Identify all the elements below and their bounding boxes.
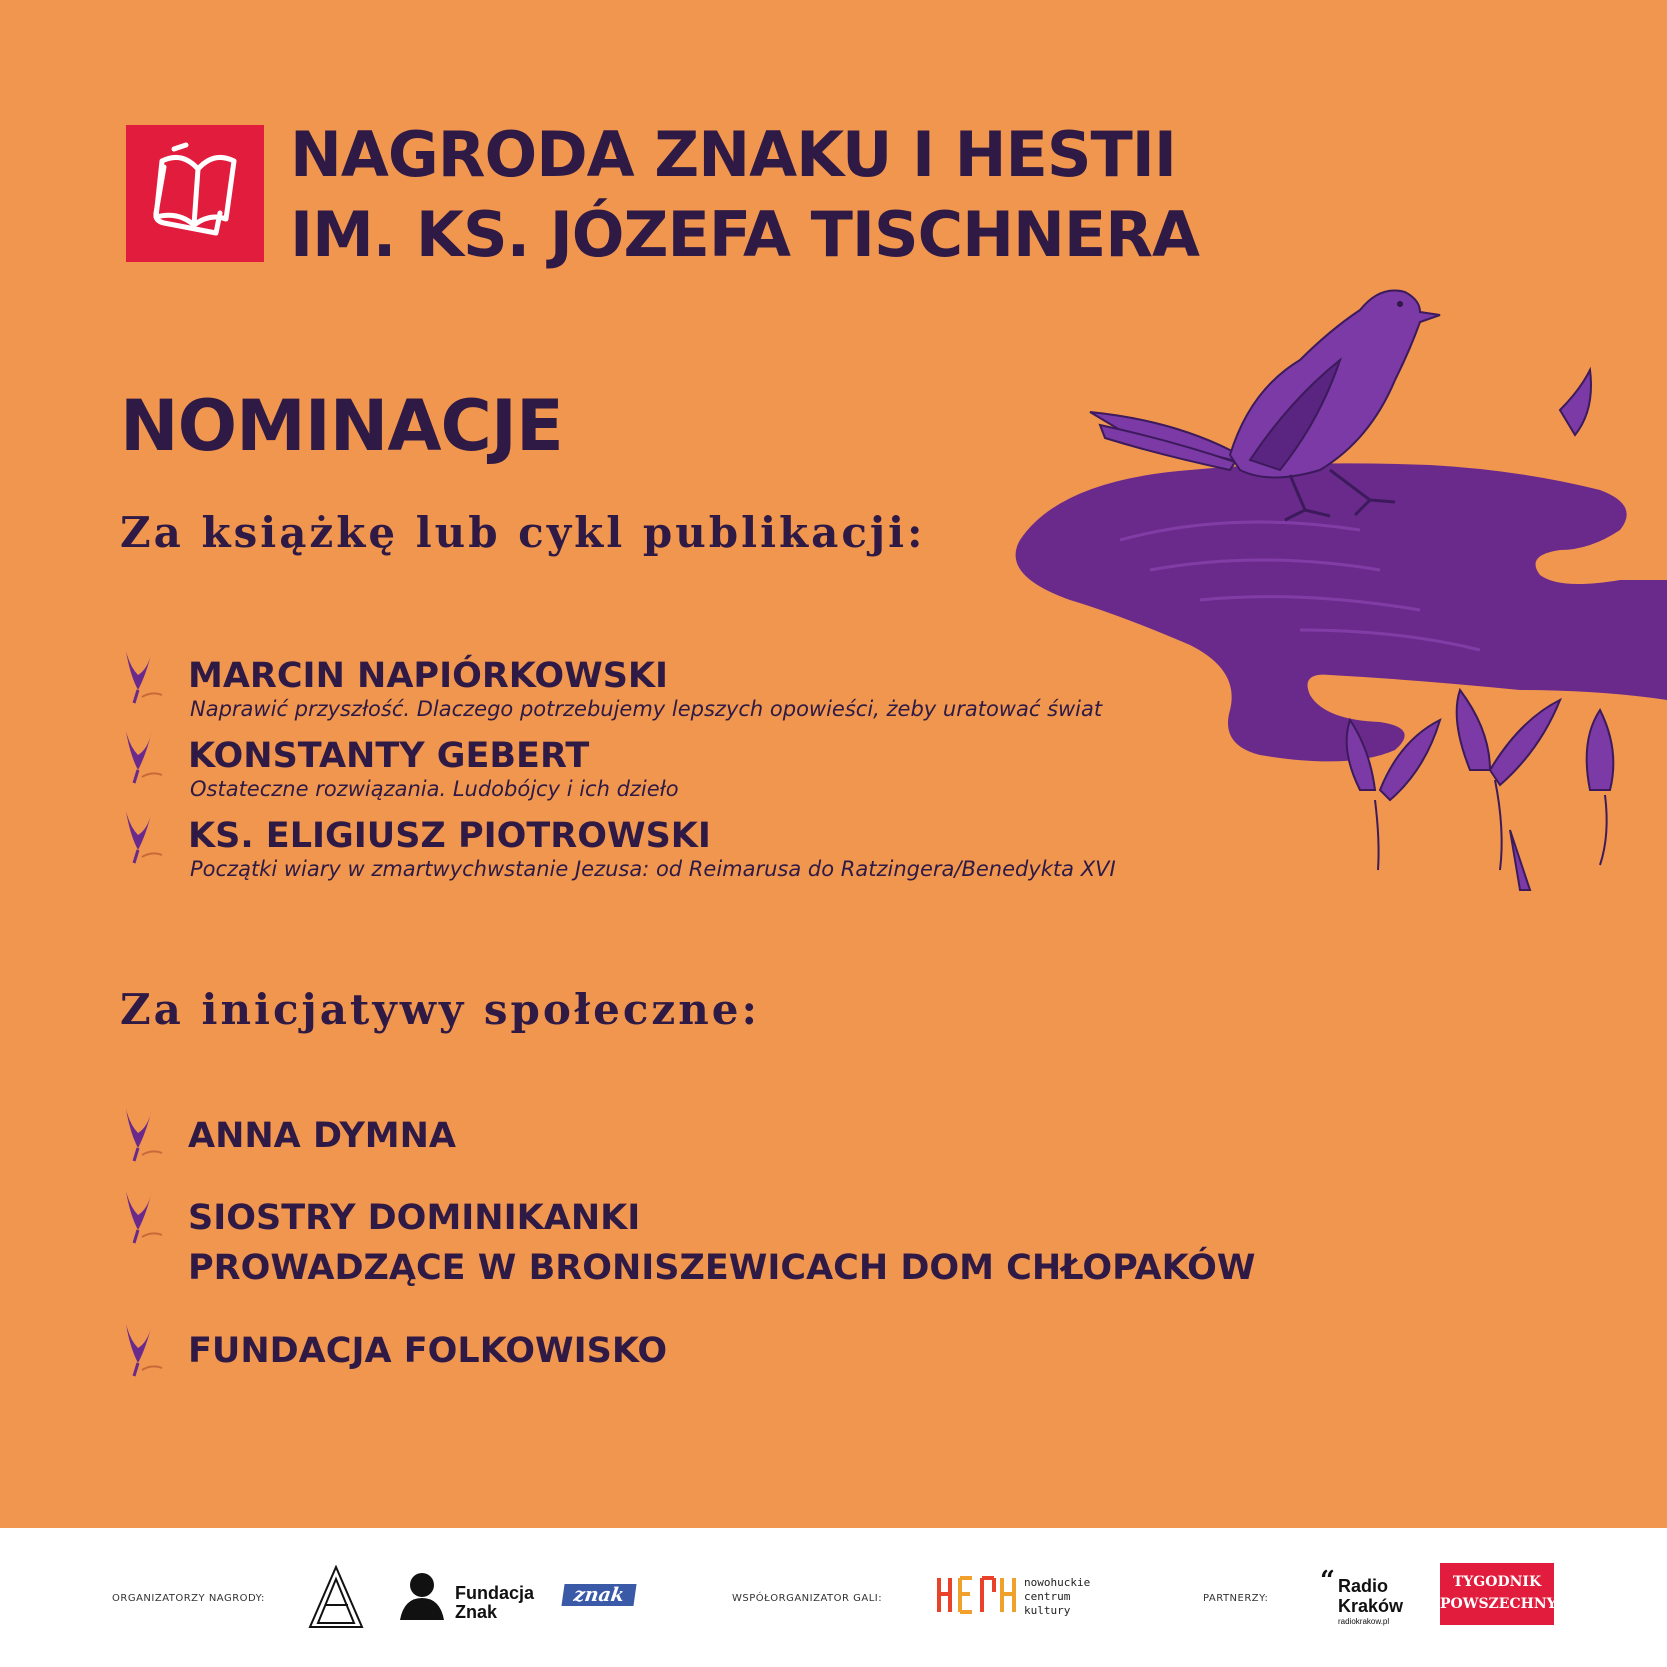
crocus-flower-icon bbox=[120, 1318, 180, 1378]
nominee-name: MARCIN NAPIÓRKOWSKI bbox=[188, 656, 669, 696]
nominee-name: ANNA DYMNA bbox=[188, 1116, 457, 1156]
quote-mark-icon: “ bbox=[1320, 1566, 1335, 1596]
fundacja-znak-icon bbox=[398, 1570, 446, 1620]
category-heading-books: Za książkę lub cykl publikacji: bbox=[120, 508, 926, 557]
nominee-name: SIOSTRY DOMINIKANKI bbox=[188, 1198, 641, 1238]
nck-line-1: nowohuckie bbox=[1024, 1576, 1091, 1589]
crocus-flower-icon bbox=[120, 1103, 180, 1163]
znak-logo: znak bbox=[561, 1584, 636, 1606]
nominee-work: Naprawić przyszłość. Dlaczego potrzebujemy lepszych opowieści, żeby uratować świat bbox=[190, 697, 1103, 721]
nominee-name: PROWADZĄCE W BRONISZEWICACH DOM CHŁOPAKÓW bbox=[188, 1248, 1256, 1288]
radio-url: radiokrakow.pl bbox=[1338, 1617, 1390, 1626]
tygodnik-line-2: POWSZECHNY bbox=[1440, 1596, 1557, 1612]
fundacja-line-2: Znak bbox=[455, 1602, 498, 1622]
nck-logo-icon bbox=[936, 1574, 1016, 1614]
category-heading-social: Za inicjatywy społeczne: bbox=[120, 985, 761, 1034]
tygodnik-line-1: TYGODNIK bbox=[1452, 1574, 1542, 1590]
nominee-name: FUNDACJA FOLKOWISKO bbox=[188, 1331, 668, 1371]
nominee-work: Ostateczne rozwiązania. Ludobójcy i ich dzieło bbox=[190, 777, 679, 801]
nck-logo-text bbox=[1024, 1576, 1090, 1618]
nominee-name: KONSTANTY GEBERT bbox=[188, 736, 590, 776]
tygodnik-powszechny-logo bbox=[1440, 1563, 1557, 1625]
hestia-logo-icon bbox=[308, 1565, 364, 1629]
nominee-name: KS. ELIGIUSZ PIOTROWSKI bbox=[188, 816, 711, 856]
co-organizer-label: WSPÓŁORGANIZATOR GALI: bbox=[732, 1593, 883, 1604]
fundacja-line-1: Fundacja bbox=[455, 1583, 535, 1603]
radio-line-2: Kraków bbox=[1338, 1596, 1404, 1616]
nck-line-2: centrum bbox=[1024, 1590, 1071, 1603]
partners-label: PARTNERZY: bbox=[1203, 1593, 1269, 1604]
puddle-illustration bbox=[1016, 463, 1667, 761]
crocus-flower-icon bbox=[120, 725, 180, 785]
organizers-label: ORGANIZATORZY NAGRODY: bbox=[112, 1593, 265, 1604]
title-line-1: NAGRODA ZNAKU I HESTII bbox=[290, 118, 1176, 191]
nck-line-3: kultury bbox=[1024, 1604, 1071, 1617]
crocus-flower-icon bbox=[120, 645, 180, 705]
crocus-flower-icon bbox=[120, 805, 180, 865]
fundacja-znak-logo bbox=[455, 1584, 534, 1622]
title-line-2: IM. KS. JÓZEFA TISCHNERA bbox=[290, 198, 1199, 271]
nominee-work: Początki wiary w zmartwychwstanie Jezusa: od Reimarusa do Ratzingera/Benedykta XVI bbox=[190, 857, 1116, 881]
radio-line-1: Radio bbox=[1338, 1576, 1389, 1596]
crocus-flower-icon bbox=[120, 1185, 180, 1245]
book-logo-icon bbox=[126, 125, 264, 262]
section-title: NOMINACJE bbox=[120, 385, 563, 467]
